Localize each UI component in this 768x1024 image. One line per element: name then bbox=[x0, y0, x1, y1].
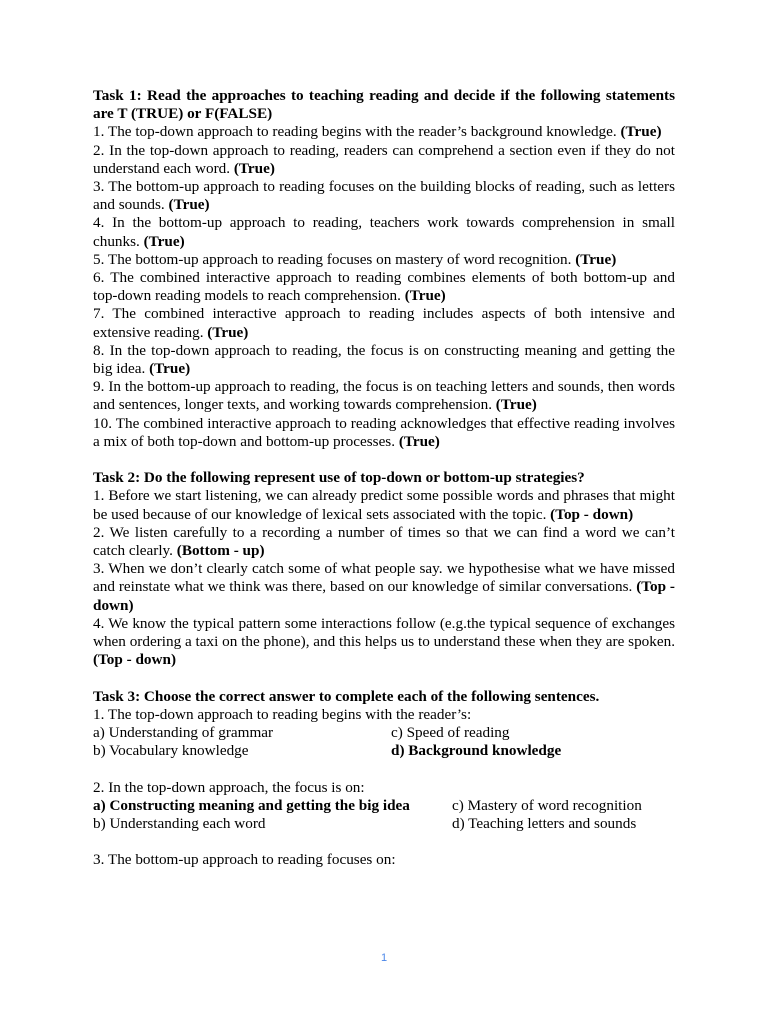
task1-item: 6. The combined interactive approach to reading combines elements of both bottom-up and top-down reading models to reach comprehension. (True) bbox=[93, 269, 675, 305]
task1-item: 9. In the bottom-up approach to reading, the focus is on teaching letters and sounds, then words and sentences, longer texts, and working towards comprehension. (True) bbox=[93, 378, 675, 414]
answer: (Top - down) bbox=[93, 578, 675, 614]
spacer bbox=[93, 669, 675, 687]
task2-item: 2. We listen carefully to a recording a number of times so that we can find a word we can’t catch clearly. (Bottom - up) bbox=[93, 523, 675, 560]
answer: (Bottom - up) bbox=[176, 542, 265, 560]
task1-heading: Task 1: Read the approaches to teaching reading and decide if the following statements are T (TRUE) or F(FALSE) bbox=[93, 87, 675, 123]
task2-items bbox=[93, 487, 675, 669]
task3-q1-stem: 1. The top-down approach to reading begins with the reader’s: bbox=[93, 705, 472, 723]
task2-item: 4. We know the typical pattern some interactions follow (e.g.the typical sequence of exchanges when ordering a taxi on the phone), and this helps us to understand these when they are spoken. (Top - down) bbox=[93, 614, 675, 669]
spacer bbox=[93, 451, 675, 469]
answer: (True) bbox=[575, 250, 617, 268]
task1-item: 7. The combined interactive approach to reading includes aspects of both intensive and extensive reading. (True) bbox=[93, 305, 675, 341]
task2-heading: Task 2: Do the following represent use of top-down or bottom-up strategies? bbox=[93, 469, 585, 487]
answer: (True) bbox=[398, 432, 440, 450]
answer: (Top - down) bbox=[550, 505, 634, 523]
task3-heading: Task 3: Choose the correct answer to complete each of the following sentences. bbox=[93, 687, 600, 705]
document-body bbox=[93, 87, 675, 870]
option-b: b) Understanding each word bbox=[93, 815, 266, 833]
option-a: a) Understanding of grammar bbox=[93, 724, 274, 742]
task1-item: 1. The top-down approach to reading begins with the reader’s background knowledge. (True) bbox=[93, 123, 662, 141]
task3-q3-stem: 3. The bottom-up approach to reading focuses on: bbox=[93, 851, 396, 869]
answer: (Top - down) bbox=[93, 651, 176, 669]
option-d: d) Teaching letters and sounds bbox=[452, 815, 637, 833]
answer: (True) bbox=[149, 360, 191, 378]
option-c: c) Mastery of word recognition bbox=[452, 796, 642, 814]
answer: (True) bbox=[620, 123, 662, 141]
task3-q2-stem: 2. In the top-down approach, the focus is on: bbox=[93, 778, 365, 796]
spacer bbox=[93, 833, 675, 851]
option-a-correct: a) Constructing meaning and getting the big idea bbox=[93, 796, 410, 814]
task1-items bbox=[93, 123, 675, 451]
answer: (True) bbox=[495, 396, 537, 414]
task3-q2-options bbox=[93, 797, 675, 833]
task1-item: 8. In the top-down approach to reading, the focus is on constructing meaning and getting the big idea. (True) bbox=[93, 341, 675, 378]
task1-item: 10. The combined interactive approach to reading acknowledges that effective reading involves a mix of both top-down and bottom-up processes. (True) bbox=[93, 414, 675, 450]
option-c: c) Speed of reading bbox=[391, 724, 510, 742]
task1-item: 4. In the bottom-up approach to reading, teachers work towards comprehension in small chunks. (True) bbox=[93, 214, 675, 250]
answer: (True) bbox=[207, 323, 249, 341]
page-number: 1 bbox=[380, 952, 388, 964]
option-d-correct: d) Background knowledge bbox=[391, 742, 562, 760]
spacer bbox=[93, 760, 675, 778]
option-b: b) Vocabulary knowledge bbox=[93, 742, 249, 760]
task2-item: 1. Before we start listening, we can already predict some possible words and phrases that might be used because of our knowledge of lexical sets associated with the topic. (Top - down) bbox=[93, 487, 675, 523]
task1-item: 3. The bottom-up approach to reading focuses on the building blocks of reading, such as letters and sounds. (True) bbox=[93, 178, 675, 214]
answer: (True) bbox=[168, 196, 210, 214]
answer: (True) bbox=[233, 159, 275, 177]
answer: (True) bbox=[143, 232, 185, 250]
task2-item: 3. When we don’t clearly catch some of what people say. we hypothesise what we have missed and reinstate what we think was there, based on our knowledge of similar conversations. (Top - down) bbox=[93, 560, 675, 614]
task1-item: 2. In the top-down approach to reading, readers can comprehend a section even if they do not understand each word. (True) bbox=[93, 141, 675, 177]
task3-q1-options bbox=[93, 724, 675, 760]
task1-item: 5. The bottom-up approach to reading focuses on mastery of word recognition. (True) bbox=[93, 250, 617, 268]
answer: (True) bbox=[404, 287, 446, 305]
